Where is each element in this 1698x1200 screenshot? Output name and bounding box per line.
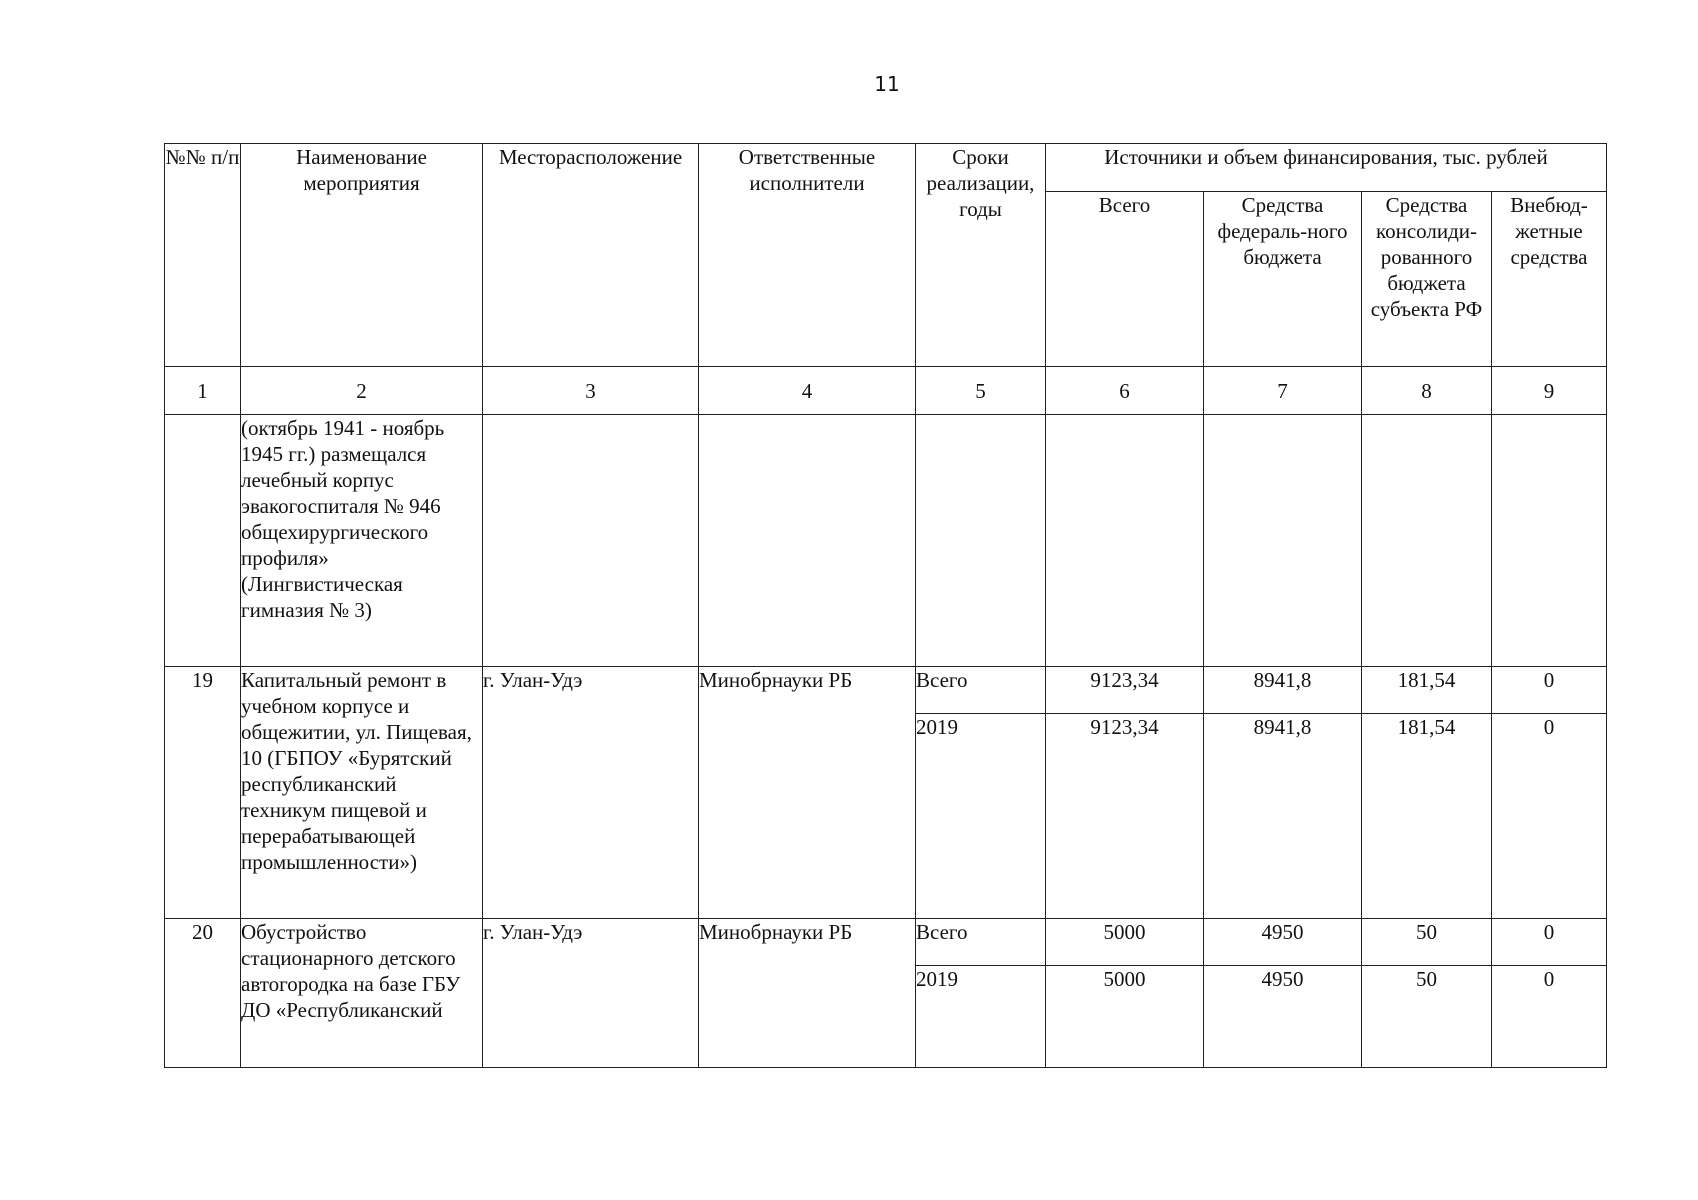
header-location: Месторасположение bbox=[483, 144, 699, 367]
col-number: 5 bbox=[916, 367, 1046, 415]
header-executors: Ответственные исполнители bbox=[699, 144, 916, 367]
row-number: 20 bbox=[165, 919, 241, 1068]
extrabudget-value: 0 bbox=[1492, 919, 1607, 966]
continuation-name: (октябрь 1941 - ноябрь 1945 гг.) размещался лечебный корпус эвакогоспиталя № 946 общехирургического профиля» (Лингвистическая гимназия № 3) bbox=[241, 415, 483, 667]
total-value: 5000 bbox=[1046, 966, 1204, 1068]
header-row bbox=[165, 144, 1607, 192]
term: Всего bbox=[916, 919, 1046, 966]
empty-cell bbox=[1492, 415, 1607, 667]
empty-cell bbox=[1362, 415, 1492, 667]
row-number: 19 bbox=[165, 667, 241, 919]
col-number: 4 bbox=[699, 367, 916, 415]
empty-cell bbox=[483, 415, 699, 667]
regional-value: 181,54 bbox=[1362, 667, 1492, 714]
empty-cell bbox=[1046, 415, 1204, 667]
total-value: 9123,34 bbox=[1046, 714, 1204, 919]
continuation-num bbox=[165, 415, 241, 667]
total-value: 5000 bbox=[1046, 919, 1204, 966]
federal-value: 8941,8 bbox=[1204, 714, 1362, 919]
col-number: 9 bbox=[1492, 367, 1607, 415]
extrabudget-value: 0 bbox=[1492, 714, 1607, 919]
col-number: 7 bbox=[1204, 367, 1362, 415]
financing-table bbox=[164, 143, 1607, 1068]
header-funding-group: Источники и объем финансирования, тыс. рублей bbox=[1046, 144, 1607, 192]
table-row bbox=[165, 919, 1607, 966]
executor: Минобрнауки РБ bbox=[699, 667, 916, 919]
event-name: Обустройство стационарного детского автогородка на базе ГБУ ДО «Республиканский bbox=[241, 919, 483, 1068]
regional-value: 181,54 bbox=[1362, 714, 1492, 919]
location: г. Улан-Удэ bbox=[483, 667, 699, 919]
term: Всего bbox=[916, 667, 1046, 714]
header-terms: Сроки реализации, годы bbox=[916, 144, 1046, 367]
executor: Минобрнауки РБ bbox=[699, 919, 916, 1068]
extrabudget-value: 0 bbox=[1492, 966, 1607, 1068]
column-number-row bbox=[165, 367, 1607, 415]
col-number: 1 bbox=[165, 367, 241, 415]
empty-cell bbox=[916, 415, 1046, 667]
federal-value: 8941,8 bbox=[1204, 667, 1362, 714]
page-number: 11 bbox=[874, 72, 900, 96]
header-total: Всего bbox=[1046, 192, 1204, 367]
federal-value: 4950 bbox=[1204, 919, 1362, 966]
continuation-row bbox=[165, 415, 1607, 667]
event-name: Капитальный ремонт в учебном корпусе и общежитии, ул. Пищевая, 10 (ГБПОУ «Бурятский республиканский техникум пищевой и перерабатывающей промышленности») bbox=[241, 667, 483, 919]
table-row bbox=[165, 667, 1607, 714]
header-name: Наименование мероприятия bbox=[241, 144, 483, 367]
header-extrabudget: Внебюд-жетные средства bbox=[1492, 192, 1607, 367]
col-number: 8 bbox=[1362, 367, 1492, 415]
term: 2019 bbox=[916, 714, 1046, 919]
header-num: №№ п/п bbox=[165, 144, 241, 367]
empty-cell bbox=[1204, 415, 1362, 667]
federal-value: 4950 bbox=[1204, 966, 1362, 1068]
extrabudget-value: 0 bbox=[1492, 667, 1607, 714]
empty-cell bbox=[699, 415, 916, 667]
header-regional: Средства консолиди-рованного бюджета субъекта РФ bbox=[1362, 192, 1492, 367]
regional-value: 50 bbox=[1362, 919, 1492, 966]
total-value: 9123,34 bbox=[1046, 667, 1204, 714]
col-number: 6 bbox=[1046, 367, 1204, 415]
regional-value: 50 bbox=[1362, 966, 1492, 1068]
location: г. Улан-Удэ bbox=[483, 919, 699, 1068]
term: 2019 bbox=[916, 966, 1046, 1068]
col-number: 3 bbox=[483, 367, 699, 415]
col-number: 2 bbox=[241, 367, 483, 415]
header-federal: Средства федераль-ного бюджета bbox=[1204, 192, 1362, 367]
